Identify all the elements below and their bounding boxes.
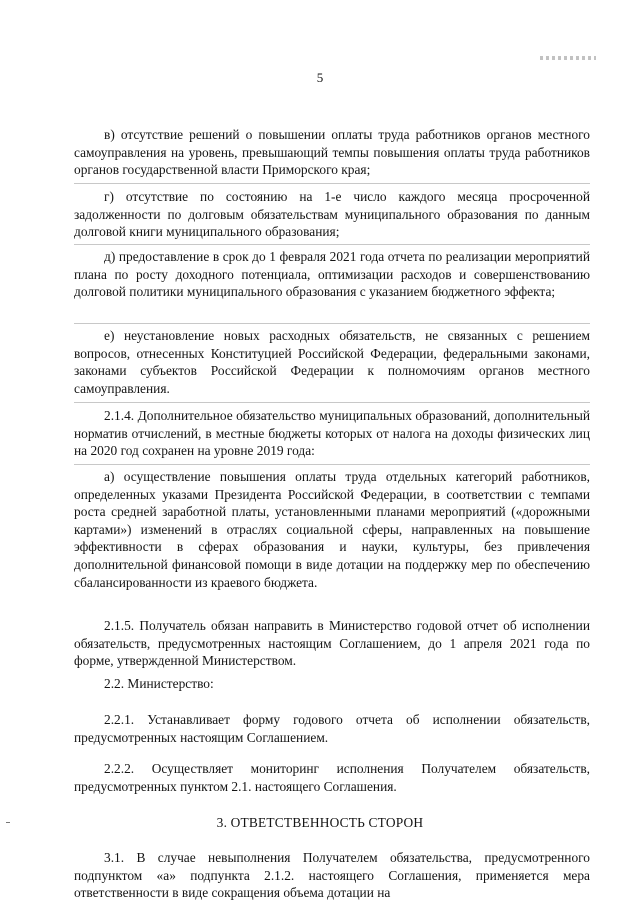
section-heading: 3. ОТВЕТСТВЕННОСТЬ СТОРОН [216,815,424,830]
paragraph-2-1-4: 2.1.4. Дополнительное обязательство муниципальных образований, дополнительный норматив отчислений, в местные бюджеты которых от налога на доходы физических лиц на 2020 год сохранен на уровне 2019 года: [74,408,590,459]
paragraph-e: е) неустановление новых расходных обязательств, не связанных с решением вопросов, отнесенных Конституцией Российской Федерации, федеральными законами, законами субъектов Российской Федерации к полномочиям органов местного самоуправления. [74,328,590,396]
paragraph-g: г) отсутствие по состоянию на 1-е число каждого месяца просроченной задолженности по долговым обязательствам муниципального образования по данным долговой книги муниципального образования; [74,189,590,240]
paragraph-2-2: 2.2. Министерство: [104,676,214,691]
paragraph-v: в) отсутствие решений о повышении оплаты труда работников органов местного самоуправления на уровень, превышающий темпы повышения оплаты труда работников органов государственной власти Приморского края; [74,127,590,178]
corner-mark [540,56,596,60]
separator [74,402,590,403]
separator [74,183,590,184]
separator [74,464,590,465]
paragraph-a: а) осуществление повышения оплаты труда отдельных категорий работников, определенных указами Президента Российской Федерации, в соответствии с темпами роста средней заработной платы, установленными планами мероприятий («дорожными картами») изменений в отраслях социальной сферы, направленных на повышение эффективности в сферах образования и науки, культуры, без привлечения дополнительной финансовой помощи в виде дотации на поддержку мер по обеспечению сбалансированности из краевого бюджета. [74,469,590,590]
paragraph-d: д) предоставление в срок до 1 февраля 2021 года отчета по реализации мероприятий плана по росту доходного потенциала, оптимизации расходов и совершенствованию долговой политики муниципального образования с указанием бюджетного эффекта; [74,249,590,300]
paragraph-2-2-1: 2.2.1. Устанавливает форму годового отчета об исполнении обязательств, предусмотренных настоящим Соглашением. [74,712,590,745]
paragraph-2-2-2: 2.2.2. Осуществляет мониторинг исполнения Получателем обязательств, предусмотренных пунктом 2.1. настоящего Соглашения. [74,761,590,794]
paragraph-3-1: 3.1. В случае невыполнения Получателем обязательства, предусмотренного подпунктом «а» подпункта 2.1.2. настоящего Соглашения, применяется мера ответственности в виде сокращения объема дотации на [74,850,590,901]
margin-mark [6,822,10,823]
page-number: 5 [316,70,324,85]
separator [74,323,590,324]
separator [74,244,590,245]
paragraph-2-1-5: 2.1.5. Получатель обязан направить в Министерство годовой отчет об исполнении обязательств, предусмотренных настоящим Соглашением, до 1 апреля 2021 года по форме, утвержденной Министерством. [74,618,590,669]
